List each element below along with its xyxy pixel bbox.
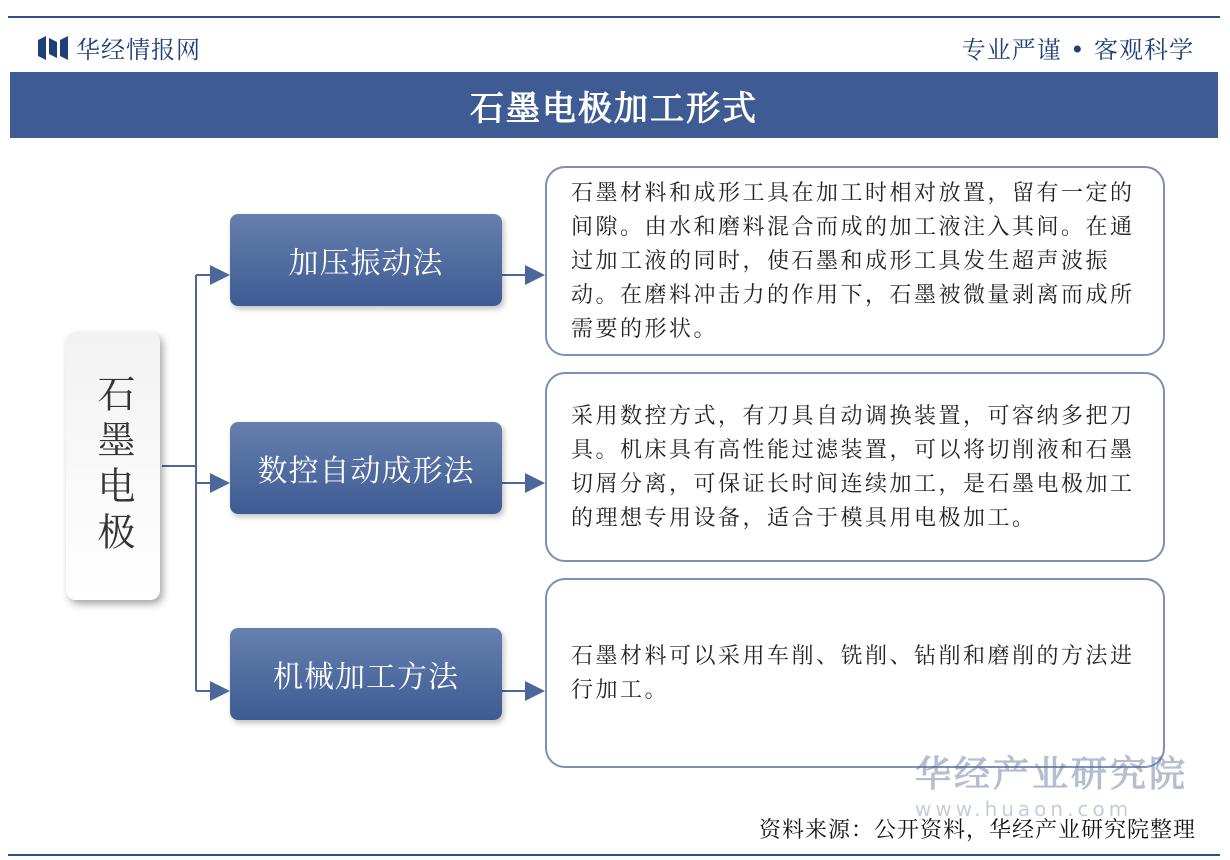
watermark-text: 华经产业研究院	[914, 754, 1188, 795]
huajing-logo-icon	[38, 36, 68, 60]
infographic-frame	[8, 16, 1220, 856]
description-text: 石墨材料和成形工具在加工时相对放置，留有一定的间隙。由水和磨料混合而成的加工液注入其间。在通过加工液的同时，使石墨和成形工具发生超声波振动。在磨料冲击力的作用下，石墨被微量剥离而成所需要的形状。	[571, 181, 1135, 342]
method-label: 加压振动法	[288, 246, 444, 281]
description-box-cnc-forming	[545, 372, 1165, 562]
description-box-machining	[545, 578, 1165, 768]
source-note: 资料来源：公开资料，华经产业研究院整理	[758, 818, 1196, 843]
description-text: 石墨材料可以采用车削、铣削、钻削和磨削的方法进行加工。	[571, 644, 1135, 703]
method-node-machining	[230, 628, 502, 720]
method-node-pressure-vibration	[230, 214, 502, 306]
page-title: 石墨电极加工形式	[470, 88, 758, 129]
header	[8, 18, 1220, 72]
root-node	[66, 332, 160, 600]
method-label: 数控自动成形法	[257, 454, 475, 489]
method-node-cnc-forming	[230, 422, 502, 514]
brand-name: 华经情报网	[76, 36, 201, 64]
root-label: 石墨电极	[91, 374, 135, 558]
method-label: 机械加工方法	[273, 660, 459, 695]
watermark-url: www.huaon.com	[914, 797, 1133, 821]
slogan: 专业严谨 • 客观科学	[961, 36, 1194, 64]
description-text: 采用数控方式，有刀具自动调换装置，可容纳多把刀具。机床具有高性能过滤装置，可以将切削液和石墨切屑分离，可保证长时间连续加工，是石墨电极加工的理想专用设备，适合于模具用电极加工。	[571, 404, 1135, 531]
title-bar	[10, 72, 1218, 138]
diagram-canvas	[8, 138, 1220, 798]
description-box-pressure-vibration	[545, 166, 1165, 356]
watermark	[915, 746, 1188, 821]
